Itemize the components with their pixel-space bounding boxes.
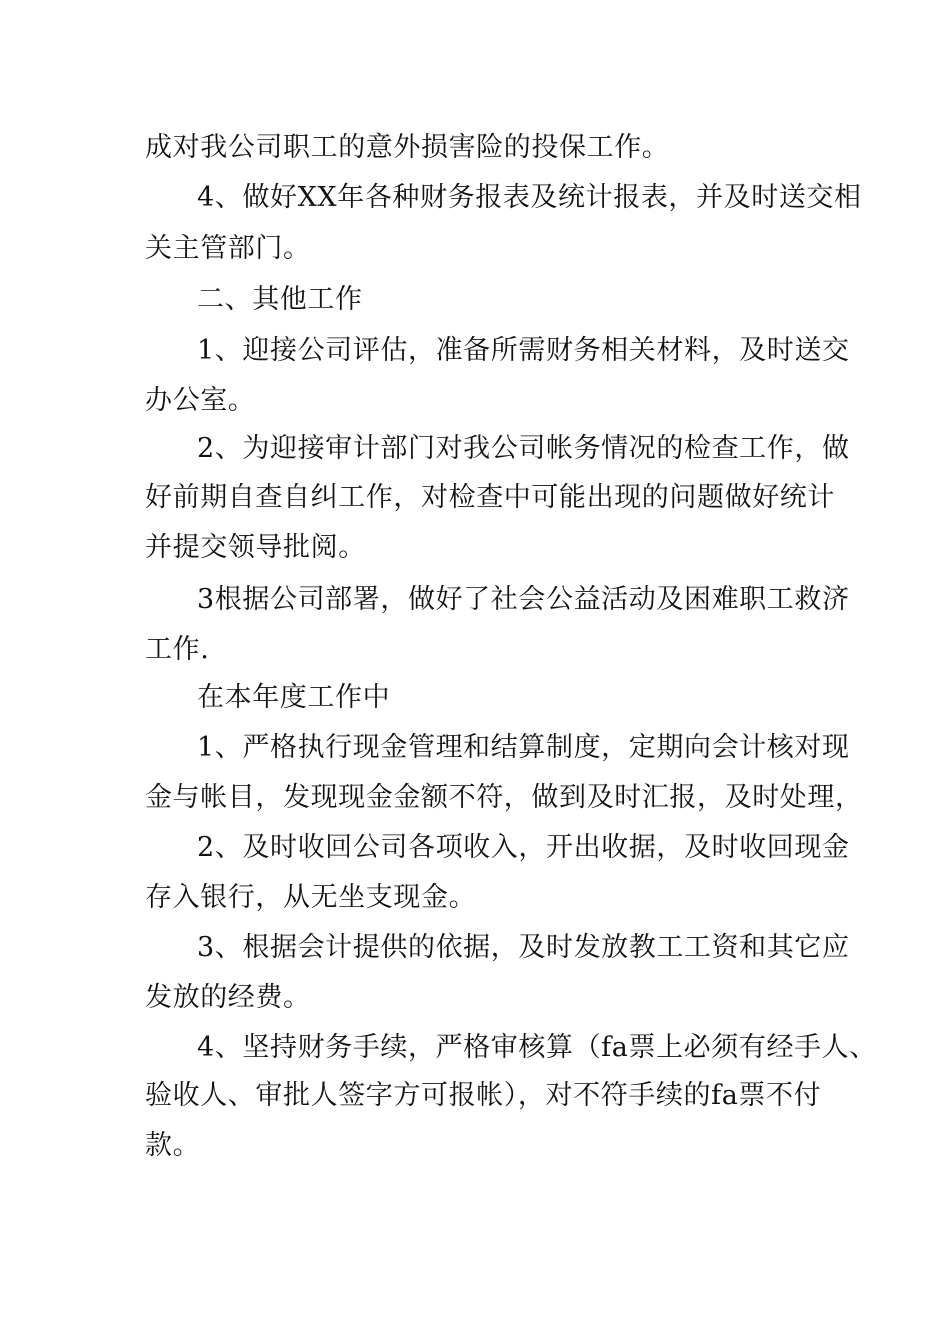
text-line-17: 3、根据会计提供的依据，及时发放教工工资和其它应 [197, 932, 850, 963]
text-line-18: 发放的经费。 [145, 982, 311, 1013]
text-line-2: 4、做好XX年各种财务报表及统计报表，并及时送交相 [197, 182, 862, 213]
text-line-12: 在本年度工作中 [197, 682, 391, 713]
text-line-19: 4、坚持财务手续，严格审核算（fa票上必须有经手人、 [197, 1032, 877, 1063]
text-line-6: 办公室。 [145, 385, 256, 416]
text-line-5: 1、迎接公司评估，准备所需财务相关材料，及时送交 [197, 335, 850, 366]
text-line-11: 工作. [145, 634, 210, 665]
text-line-9: 并提交领导批阅。 [145, 532, 366, 563]
text-line-14: 金与帐目，发现现金金额不符，做到及时汇报，及时处理， [145, 782, 863, 813]
text-line-3: 关主管部门。 [145, 233, 311, 264]
text-line-8: 好前期自查自纠工作，对检查中可能出现的问题做好统计 [145, 482, 835, 513]
section-heading: 二、其他工作 [197, 284, 363, 315]
text-line-16: 存入银行，从无坐支现金。 [145, 882, 477, 913]
text-line-1: 成对我公司职工的意外损害险的投保工作。 [145, 132, 670, 163]
text-line-15: 2、及时收回公司各项收入，开出收据，及时收回现金 [197, 832, 850, 863]
text-line-13: 1、严格执行现金管理和结算制度，定期向会计核对现 [197, 732, 850, 763]
text-line-10: 3根据公司部署，做好了社会公益活动及困难职工救济 [197, 584, 850, 615]
text-line-20: 验收人、审批人签字方可报帐），对不符手续的fa票不付 [145, 1080, 822, 1111]
text-line-7: 2、为迎接审计部门对我公司帐务情况的检查工作，做 [197, 433, 850, 464]
text-line-21: 款。 [145, 1130, 201, 1161]
